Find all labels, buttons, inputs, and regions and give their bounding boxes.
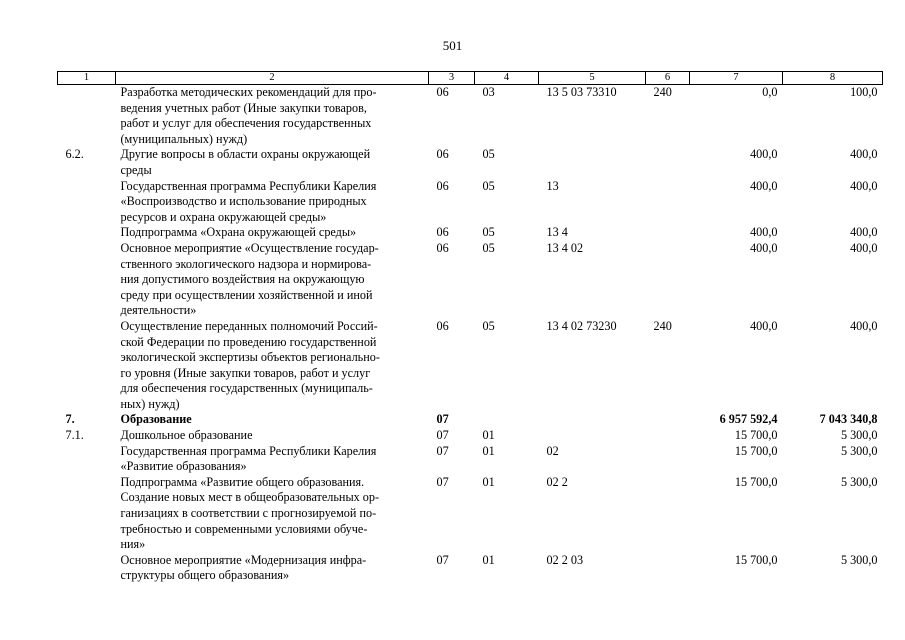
amount-year-2: 100,0 — [850, 85, 878, 99]
row-name: Осуществление переданных полномочий Россий- ской Федерации по проведению государственной экологической экспертизы объектов регионально- го уровня (Иные закупки товаров, работ и услуг для обеспечения государственных (муниципаль- ных) нужд) — [120, 318, 380, 411]
subsection-code: 05 — [482, 240, 495, 255]
amount-year-1: 400,0 — [750, 178, 778, 193]
amount-year-2: 5 300,0 — [840, 443, 878, 458]
amount-year-2: 7 043 340,8 — [819, 412, 878, 427]
table-row — [58, 553, 883, 584]
section-code: 06 — [436, 240, 449, 255]
target-article-code — [539, 412, 646, 428]
row-number — [58, 475, 116, 553]
amount-year-1: 400,0 — [750, 318, 778, 333]
expense-type-code — [646, 444, 690, 475]
section-code: 06 — [436, 147, 449, 162]
expense-type-code: 240 — [653, 85, 672, 99]
section-code: 06 — [436, 318, 449, 333]
row-number — [58, 85, 116, 148]
target-article-code: 02 2 03 — [546, 552, 584, 567]
column-header: 7 — [690, 72, 783, 85]
amount-year-1: 400,0 — [750, 240, 778, 255]
budget-table — [57, 71, 883, 584]
amount-year-2: 400,0 — [850, 240, 878, 255]
amount-year-2: 5 300,0 — [840, 552, 878, 567]
expense-type-code — [646, 475, 690, 553]
table-row — [58, 225, 883, 241]
amount-year-2: 5 300,0 — [840, 474, 878, 489]
target-article-code: 13 — [546, 178, 559, 193]
row-name: Другие вопросы в области охраны окружающей среды — [120, 147, 371, 177]
row-name: Государственная программа Республики Карелия «Развитие образования» — [120, 443, 377, 474]
row-number — [58, 179, 116, 226]
amount-year-1: 15 700,0 — [734, 552, 778, 567]
section-code: 06 — [436, 178, 449, 193]
subsection-code — [475, 412, 539, 428]
row-name: Основное мероприятие «Осуществление государ- ственного экологического надзора и нормирова- ния допустимого воздействия на окружающую среду при осуществлении хозяйственной и иной деятельности» — [120, 240, 379, 318]
amount-year-1: 400,0 — [750, 225, 778, 240]
row-number — [58, 241, 116, 319]
expense-type-code — [646, 225, 690, 241]
target-article-code: 13 4 — [546, 225, 568, 240]
column-header: 6 — [646, 72, 690, 85]
column-header: 2 — [116, 72, 429, 85]
column-header: 1 — [58, 72, 116, 85]
amount-year-2: 400,0 — [850, 178, 878, 193]
target-article-code — [539, 428, 646, 444]
column-header: 5 — [539, 72, 646, 85]
amount-year-1: 400,0 — [750, 147, 778, 162]
table-row — [58, 179, 883, 226]
table-row — [58, 147, 883, 178]
table-header — [58, 72, 883, 85]
target-article-code: 13 5 03 73310 — [546, 85, 617, 99]
target-article-code: 02 2 — [546, 474, 568, 489]
section-code: 07 — [436, 443, 449, 458]
table-row — [58, 475, 883, 553]
row-number: 7.1. — [65, 428, 84, 443]
subsection-code: 05 — [482, 225, 495, 240]
section-code: 07 — [436, 428, 449, 443]
expense-type-code — [646, 428, 690, 444]
row-name: Образование — [120, 412, 192, 427]
table-row — [58, 444, 883, 475]
section-code: 07 — [436, 412, 449, 427]
target-article-code: 02 — [546, 443, 559, 458]
subsection-code: 01 — [482, 443, 495, 458]
row-number: 6.2. — [65, 147, 84, 162]
page-number: 501 — [442, 38, 463, 53]
row-name: Основное мероприятие «Модернизация инфра- структуры общего образования» — [120, 552, 367, 583]
row-number: 7. — [65, 412, 75, 427]
subsection-code: 05 — [482, 318, 495, 333]
table-row — [58, 85, 883, 148]
target-article-code: 13 4 02 — [546, 240, 584, 255]
subsection-code: 01 — [482, 428, 495, 443]
table-row — [58, 412, 883, 428]
column-header: 8 — [783, 72, 883, 85]
row-name: Разработка методических рекомендаций для про- ведения учетных работ (Иные закупки товаров, работ и услуг для обеспечения государственных (муниципальных) нужд) — [120, 85, 377, 146]
subsection-code: 05 — [482, 178, 495, 193]
section-code: 06 — [436, 225, 449, 240]
row-name: Подпрограмма «Развитие общего образования. Создание новых мест в общеобразовательных ор- ганизациях в соответствии с прогнозируемой по- требностью и современными условиями обуче- ния» — [120, 474, 380, 552]
expense-type-code — [646, 147, 690, 178]
row-name: Дошкольное образование — [120, 428, 253, 443]
expense-type-code — [646, 412, 690, 428]
row-number — [58, 319, 116, 413]
expense-type-code: 240 — [653, 318, 672, 333]
target-article-code — [539, 147, 646, 178]
target-article-code: 13 4 02 73230 — [546, 318, 617, 333]
amount-year-1: 6 957 592,4 — [719, 412, 778, 427]
amount-year-1: 0,0 — [762, 85, 778, 99]
section-code: 06 — [436, 85, 449, 99]
row-number — [58, 444, 116, 475]
amount-year-1: 15 700,0 — [734, 443, 778, 458]
amount-year-2: 400,0 — [850, 147, 878, 162]
row-name: Подпрограмма «Охрана окружающей среды» — [120, 225, 357, 240]
amount-year-2: 400,0 — [850, 225, 878, 240]
expense-type-code — [646, 179, 690, 226]
column-header: 3 — [429, 72, 475, 85]
subsection-code: 01 — [482, 474, 495, 489]
row-number — [58, 553, 116, 584]
section-code: 07 — [436, 552, 449, 567]
column-header: 4 — [475, 72, 539, 85]
expense-type-code — [646, 553, 690, 584]
subsection-code: 03 — [482, 85, 495, 99]
table-row — [58, 428, 883, 444]
table-row — [58, 319, 883, 413]
expense-type-code — [646, 241, 690, 319]
amount-year-1: 15 700,0 — [734, 428, 778, 443]
row-number — [58, 225, 116, 241]
subsection-code: 01 — [482, 552, 495, 567]
subsection-code: 05 — [482, 147, 495, 162]
section-code: 07 — [436, 474, 449, 489]
table-body — [58, 85, 883, 585]
amount-year-2: 400,0 — [850, 318, 878, 333]
row-name: Государственная программа Республики Карелия «Воспроизводство и использование природных ресурсов и охрана окружающей среды» — [120, 178, 377, 224]
table-row — [58, 241, 883, 319]
amount-year-2: 5 300,0 — [840, 428, 878, 443]
amount-year-1: 15 700,0 — [734, 474, 778, 489]
